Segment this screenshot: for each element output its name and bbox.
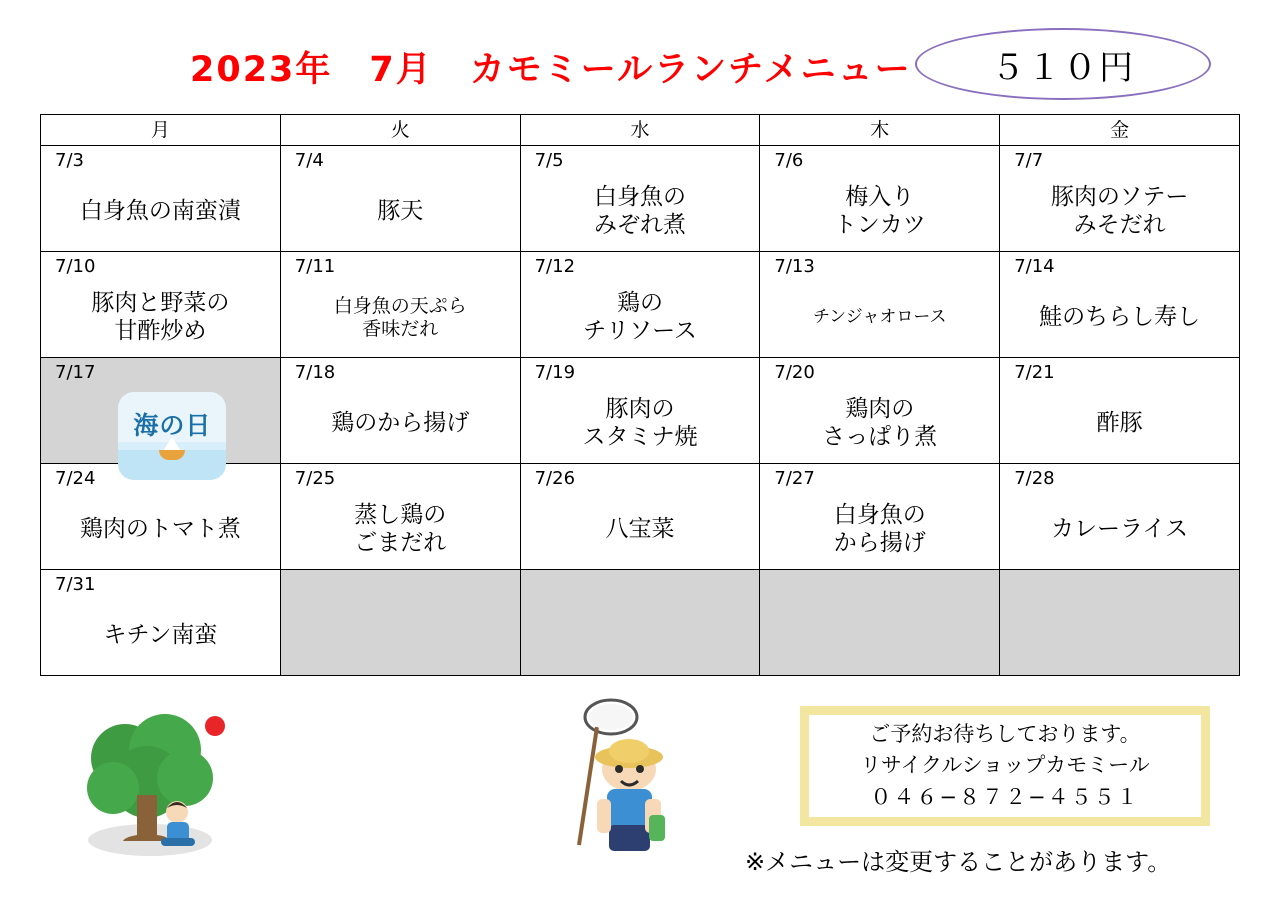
menu-line: チンジャオロース: [813, 307, 947, 328]
price-label: ５１０円: [991, 47, 1135, 88]
menu-line: 鮭のちらし寿し: [1039, 303, 1201, 330]
calendar-day-cell: [760, 358, 1000, 464]
menu-line: 豚肉のソテー: [1050, 184, 1189, 211]
menu-line: スタミナ焼: [582, 423, 698, 450]
menu-line: から揚げ: [833, 529, 926, 556]
menu-line: さっぱり煮: [822, 423, 938, 450]
contact-line-shop-name: リサイクルショップカモミール: [860, 753, 1150, 778]
day-date-label: 7/7: [1014, 150, 1044, 171]
menu-line: カレーライス: [1051, 515, 1189, 542]
calendar-week-row: [41, 570, 1240, 676]
day-menu-text: [41, 176, 280, 247]
day-menu-text: [760, 388, 999, 459]
menu-line: 酢豚: [1096, 409, 1143, 436]
menu-change-note: ※メニューは変更することがあります。: [745, 848, 1172, 876]
calendar-week-row: [41, 146, 1240, 252]
day-date-label: 7/13: [774, 256, 815, 277]
day-menu-text: [1000, 282, 1239, 353]
calendar-day-cell: [1000, 146, 1240, 252]
day-date-label: 7/10: [55, 256, 96, 277]
menu-line: キチン南蛮: [103, 621, 218, 648]
day-menu-text: [760, 176, 999, 247]
day-date-label: 7/4: [294, 150, 324, 171]
calendar-week-row: [41, 358, 1240, 464]
day-menu-text: [41, 494, 280, 565]
page-header: [0, 0, 1280, 108]
day-menu-text: [281, 388, 520, 459]
calendar-cell-empty: [520, 570, 760, 676]
calendar-day-cell: [520, 464, 760, 570]
day-menu-text: [1000, 176, 1239, 247]
day-menu-text: [521, 282, 760, 353]
day-date-label: 7/12: [534, 256, 576, 277]
day-menu-text: [1000, 494, 1239, 565]
weekday-header-fri: 金: [1000, 115, 1240, 146]
weekday-header-mon: 月: [41, 115, 281, 146]
day-menu-text: [1000, 388, 1239, 459]
calendar-day-cell: [760, 252, 1000, 358]
calendar-body: [41, 146, 1240, 676]
boy-with-net-illustration: [545, 695, 705, 860]
calendar-day-cell: [760, 464, 1000, 570]
day-date-label: 7/25: [294, 468, 336, 489]
calendar-day-cell: [280, 358, 520, 464]
menu-line: 甘酢炒め: [114, 317, 207, 344]
calendar-day-cell: [1000, 252, 1240, 358]
calendar-week-row: [41, 464, 1240, 570]
contact-line-phone: ０４６−８７２−４５５１: [870, 784, 1140, 809]
day-menu-text: [41, 600, 280, 671]
day-date-label: 7/17: [55, 362, 96, 383]
day-menu-text: [760, 494, 999, 565]
menu-line: 豚肉の: [605, 396, 675, 423]
calendar-cell-empty: [1000, 570, 1240, 676]
day-date-label: 7/14: [1014, 256, 1055, 277]
menu-line: みそだれ: [1073, 211, 1166, 238]
calendar-week-row: [41, 252, 1240, 358]
menu-line: 白身魚の天ぷら: [333, 295, 467, 318]
day-date-label: 7/31: [55, 574, 96, 595]
calendar-day-cell: [41, 358, 281, 464]
calendar-day-cell: [41, 464, 281, 570]
day-menu-text: [281, 494, 520, 565]
menu-line: トンカツ: [833, 211, 926, 238]
day-date-label: 7/3: [55, 150, 84, 171]
weekday-header-wed: 水: [520, 115, 760, 146]
calendar-day-cell: [280, 252, 520, 358]
calendar-day-cell: [280, 464, 520, 570]
calendar-day-cell: [41, 252, 281, 358]
menu-line: チリソース: [583, 317, 697, 344]
day-menu-text: [41, 282, 280, 353]
menu-line: みぞれ煮: [593, 211, 686, 238]
menu-line: 鶏の: [616, 290, 663, 317]
day-menu-text: [521, 388, 760, 459]
day-date-label: 7/24: [55, 468, 96, 489]
calendar-header-row: [41, 115, 1240, 146]
tree-illustration: [55, 700, 255, 860]
day-date-label: 7/26: [534, 468, 576, 489]
day-date-label: 7/21: [1014, 362, 1055, 383]
day-date-label: 7/18: [294, 362, 336, 383]
menu-line: 鶏のから揚げ: [331, 409, 470, 436]
day-date-label: 7/20: [774, 362, 815, 383]
menu-line: 白身魚の: [833, 502, 926, 529]
calendar-day-cell: [520, 146, 760, 252]
lunch-menu-calendar: [40, 114, 1240, 676]
calendar-day-cell: [1000, 464, 1240, 570]
sticker-label: 海の日: [133, 411, 212, 440]
day-menu-text: [281, 176, 520, 247]
day-menu-text: [760, 282, 999, 353]
calendar-day-cell: [760, 146, 1000, 252]
day-menu-text: [521, 176, 760, 247]
menu-line: 梅入り: [845, 184, 915, 211]
menu-line: 鶏肉の: [845, 396, 915, 423]
calendar-day-cell: [520, 252, 760, 358]
menu-line: 豚肉と野菜の: [91, 290, 230, 317]
day-menu-text: [521, 494, 760, 565]
menu-line: 鶏肉のトマト煮: [79, 515, 241, 542]
menu-line: ごまだれ: [354, 529, 447, 556]
calendar-day-cell: [1000, 358, 1240, 464]
menu-line: 香味だれ: [362, 317, 439, 340]
menu-line: 蒸し鶏の: [354, 502, 447, 529]
calendar-cell-empty: [280, 570, 520, 676]
calendar-day-cell: [280, 146, 520, 252]
day-menu-text: [281, 282, 520, 353]
day-date-label: 7/19: [534, 362, 576, 383]
menu-line: 白身魚の南蛮漬: [79, 197, 241, 224]
menu-line: 八宝菜: [605, 515, 675, 542]
price-badge: [915, 28, 1211, 100]
page-title: 2023年 7月 カモミールランチメニュー: [190, 50, 912, 90]
weekday-header-thu: 木: [760, 115, 1000, 146]
day-date-label: 7/28: [1014, 468, 1055, 489]
contact-info-box: [800, 706, 1210, 826]
page-footer: [0, 690, 1280, 905]
weekday-header-tue: 火: [280, 115, 520, 146]
calendar-cell-empty: [760, 570, 1000, 676]
calendar-day-cell: [41, 570, 281, 676]
menu-line: 白身魚の: [593, 184, 686, 211]
calendar-day-cell: [520, 358, 760, 464]
day-date-label: 7/5: [534, 150, 564, 171]
contact-line-reservation: ご予約お待ちしております。: [869, 721, 1141, 746]
day-date-label: 7/27: [774, 468, 815, 489]
menu-line: 豚天: [377, 197, 424, 224]
calendar-day-cell: [41, 146, 281, 252]
day-date-label: 7/11: [294, 256, 336, 277]
day-date-label: 7/6: [774, 150, 804, 171]
